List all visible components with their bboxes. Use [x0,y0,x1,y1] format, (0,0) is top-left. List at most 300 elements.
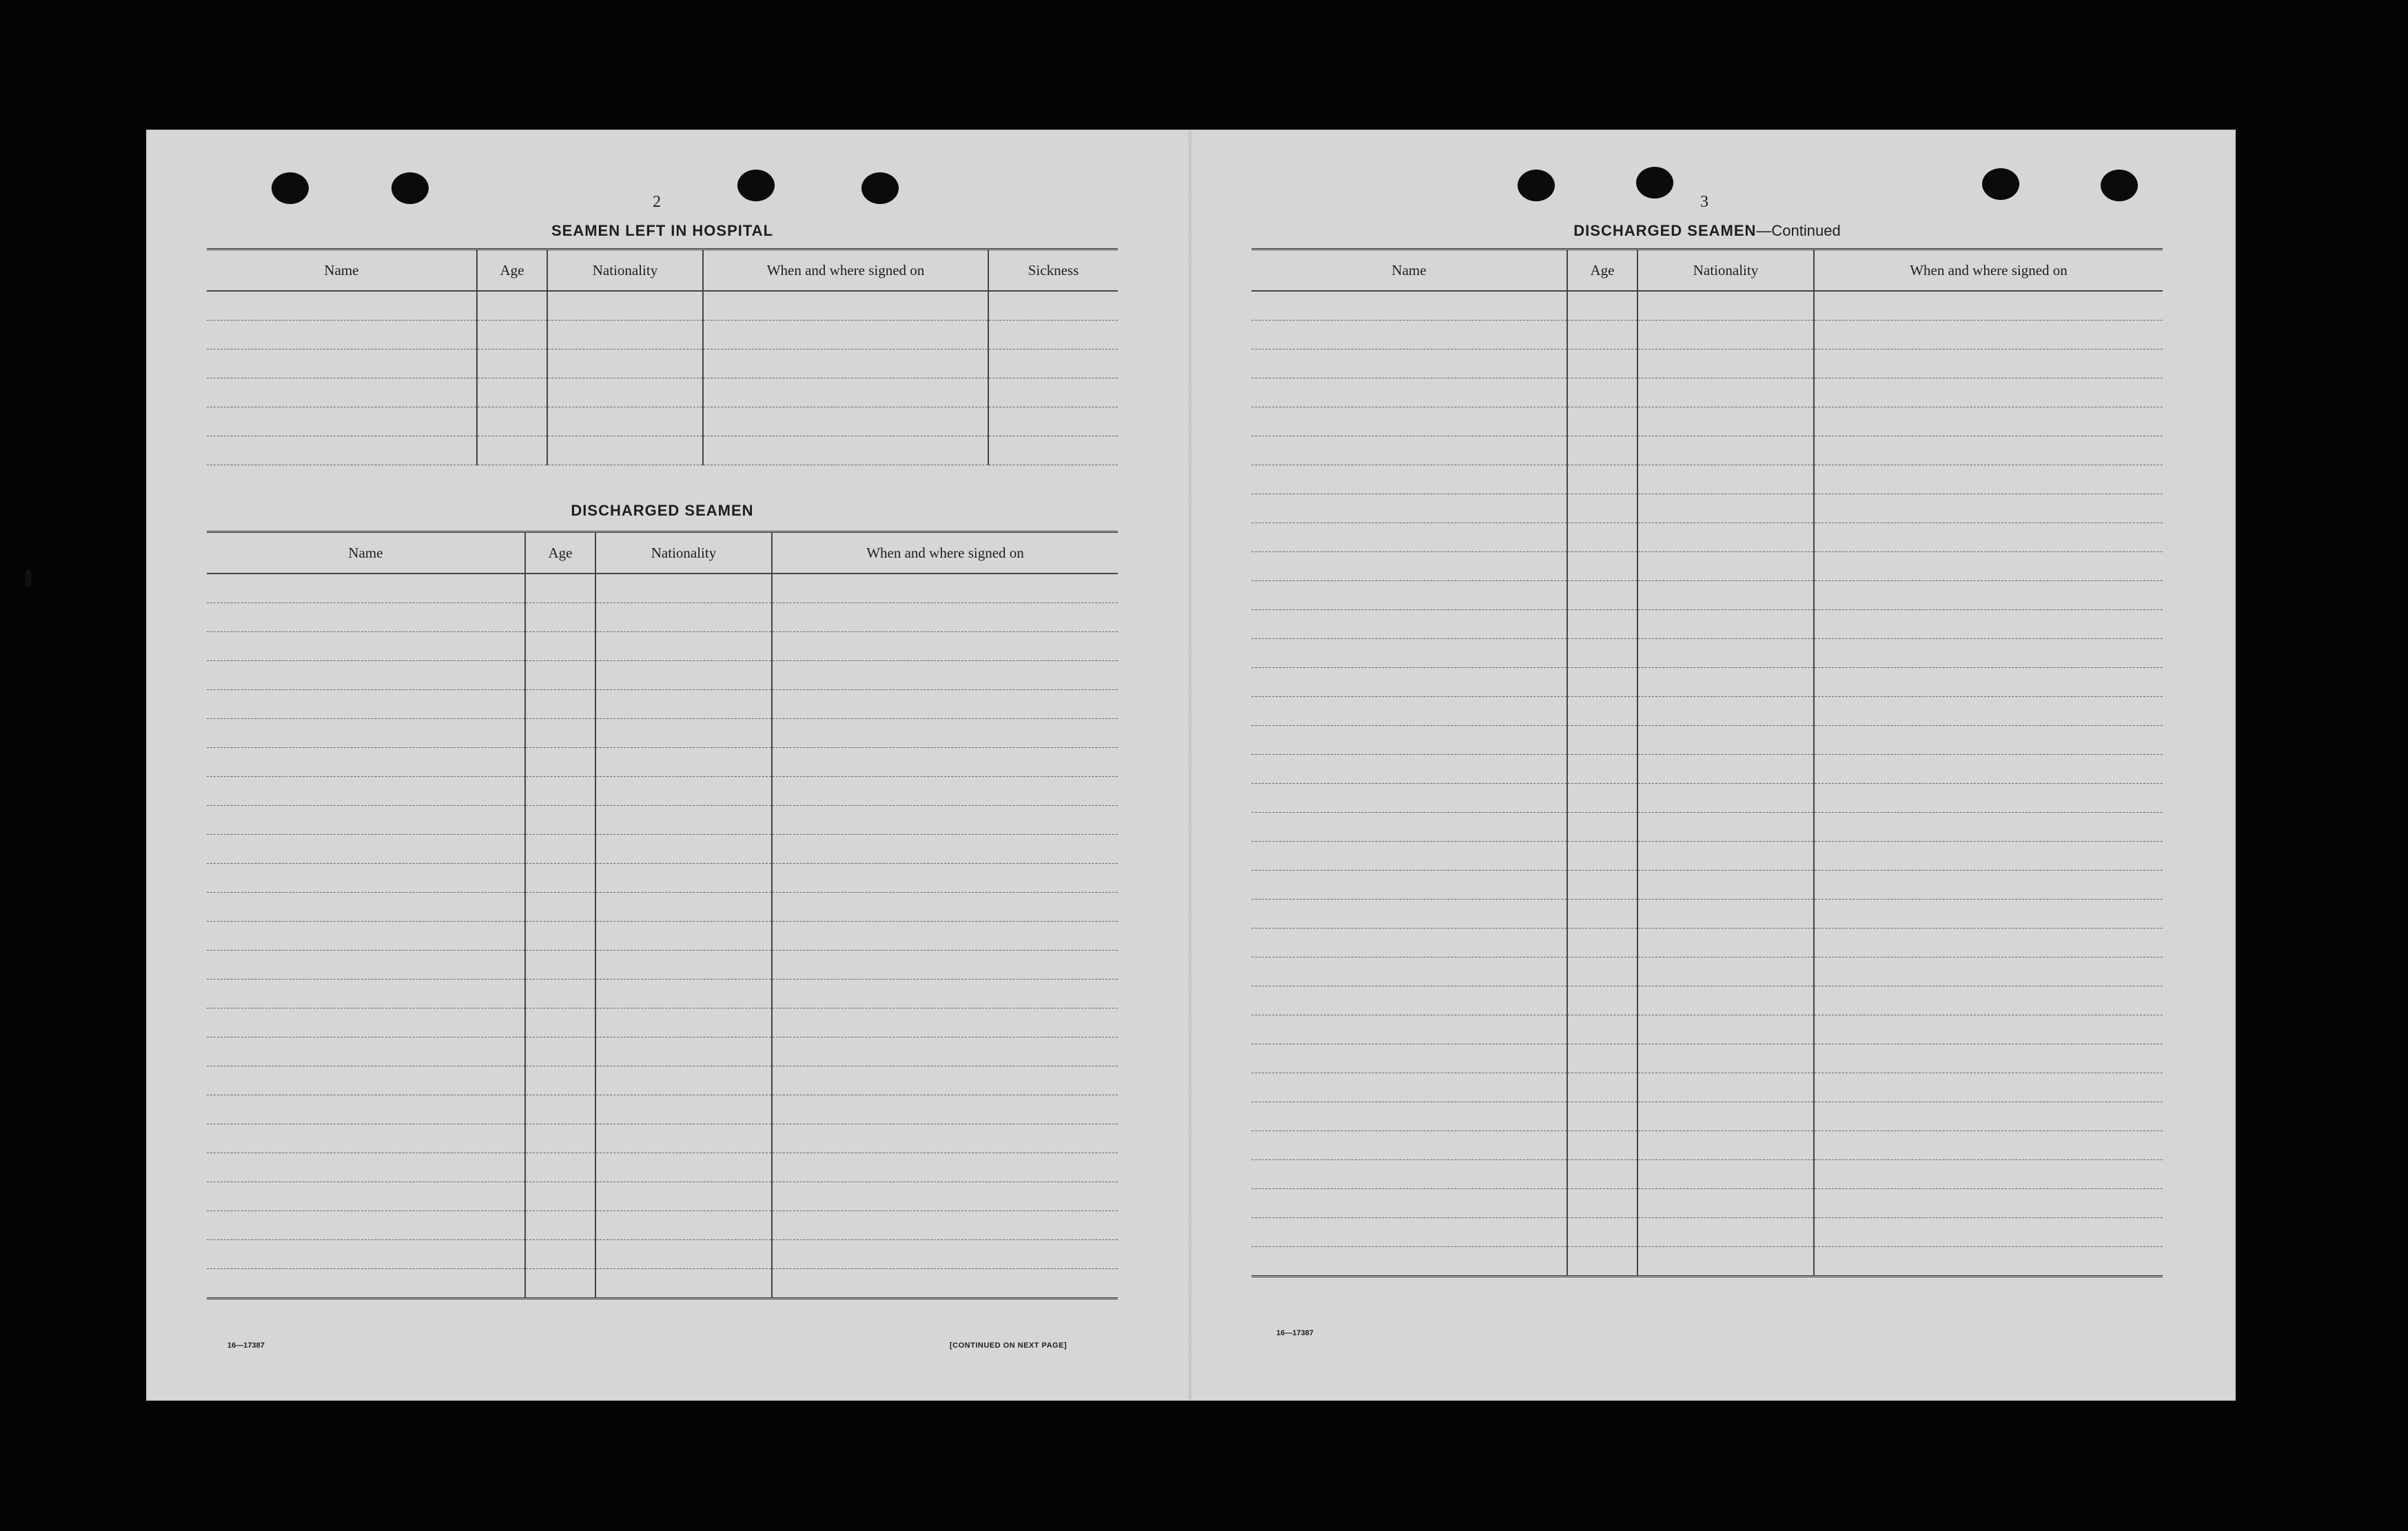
blank-cell [1814,726,2163,755]
table-row [1252,784,2163,813]
blank-cell [1252,726,1567,755]
blank-cell [207,378,477,407]
blank-cell [1637,378,1814,407]
table-row [1252,523,2163,552]
blank-cell [207,321,477,349]
discharged-section-title-right [1252,222,2163,240]
blank-cell [1252,349,1567,378]
blank-cell [772,1182,1118,1211]
punch-hole [737,170,775,201]
blank-cell [595,1182,772,1211]
blank-cell [1637,552,1814,581]
blank-cell [525,1124,595,1153]
blank-cell [525,777,595,806]
column-header-nationality: Nationality [547,250,703,292]
blank-cell [525,864,595,893]
punch-hole [2101,170,2138,201]
blank-cell [1637,291,1814,321]
blank-cell [1252,842,1567,871]
blank-cell [1567,726,1637,755]
table-row [207,1269,1118,1299]
blank-cell [207,864,525,893]
blank-cell [595,980,772,1008]
blank-cell [1567,1015,1637,1044]
table-row [1252,1044,2163,1073]
blank-cell [595,1037,772,1066]
table-row [1252,957,2163,986]
blank-cell [1814,755,2163,784]
blank-cell [595,835,772,864]
column-header-nationality: Nationality [595,532,772,574]
blank-cell [525,806,595,835]
table-row [1252,321,2163,349]
blank-cell [703,349,988,378]
page-number-right: 3 [1700,193,1708,211]
blank-cell [1252,1218,1567,1247]
blank-cell [1252,1015,1567,1044]
blank-cell [595,951,772,980]
table-row [207,603,1118,632]
blank-cell [1252,291,1567,321]
blank-cell [547,436,703,465]
blank-cell [1814,349,2163,378]
table-row [207,1240,1118,1269]
blank-cell [547,291,703,321]
blank-cell [1252,523,1567,552]
table-row [1252,929,2163,957]
blank-cell [207,690,525,719]
blank-cell [1252,668,1567,697]
blank-cell [595,1008,772,1037]
blank-cell [1814,552,2163,581]
blank-cell [1252,552,1567,581]
blank-cell [772,574,1118,603]
blank-cell [595,777,772,806]
punch-hole [391,172,429,204]
blank-cell [1814,1247,2163,1277]
blank-cell [1252,957,1567,986]
blank-cell [1567,957,1637,986]
blank-cell [525,690,595,719]
blank-cell [525,661,595,690]
hospital-section-title: SEAMEN LEFT IN HOSPITAL [551,222,774,239]
blank-cell [1252,610,1567,639]
table-row [207,661,1118,690]
blank-cell [772,1037,1118,1066]
punch-hole [272,172,309,204]
blank-cell [1814,1189,2163,1218]
blank-cell [772,1124,1118,1153]
table-row [207,1153,1118,1182]
table-header-row [207,250,1118,292]
blank-cell [772,922,1118,951]
table-row [207,378,1118,407]
blank-cell [525,951,595,980]
table-row [207,321,1118,349]
blank-cell [525,980,595,1008]
blank-cell [1637,581,1814,610]
blank-cell [1252,378,1567,407]
table-row [207,690,1118,719]
blank-cell [525,922,595,951]
blank-cell [1567,755,1637,784]
blank-cell [1637,321,1814,349]
table-row [207,632,1118,661]
blank-cell [207,1124,525,1153]
blank-cell [772,632,1118,661]
discharged-title-text: DISCHARGED SEAMEN [1573,222,1757,239]
blank-cell [1252,494,1567,523]
blank-cell [1567,871,1637,900]
table-row [207,777,1118,806]
blank-cell [1567,465,1637,494]
blank-cell [1814,842,2163,871]
blank-cell [1814,957,2163,986]
table-row [207,719,1118,748]
blank-cell [1567,552,1637,581]
blank-cell [1637,1015,1814,1044]
blank-cell [525,893,595,922]
blank-cell [772,690,1118,719]
table-row [207,893,1118,922]
blank-cell [1252,321,1567,349]
blank-cell [207,1269,525,1299]
blank-cell [1567,929,1637,957]
column-header-signed-on: When and where signed on [703,250,988,292]
blank-cell [1252,986,1567,1015]
blank-cell [595,922,772,951]
blank-cell [1814,871,2163,900]
discharged-section-title-left: DISCHARGED SEAMEN [571,502,754,519]
table-row [207,1211,1118,1240]
blank-cell [1252,639,1567,668]
blank-cell [1814,610,2163,639]
blank-cell [1814,436,2163,465]
blank-cell [772,777,1118,806]
table-row [1252,291,2163,321]
blank-cell [772,1269,1118,1299]
blank-cell [1814,784,2163,813]
punch-hole [1636,167,1673,199]
blank-cell [772,835,1118,864]
blank-cell [207,951,525,980]
blank-cell [703,407,988,436]
blank-cell [1637,668,1814,697]
blank-cell [207,748,525,777]
table-row [1252,349,2163,378]
blank-cell [1814,407,2163,436]
table-row [1252,378,2163,407]
blank-cell [1637,1131,1814,1160]
blank-cell [1814,1131,2163,1160]
blank-cell [1637,465,1814,494]
table-row [1252,494,2163,523]
blank-cell [1252,755,1567,784]
blank-cell [1252,1073,1567,1102]
blank-cell [772,661,1118,690]
discharged-table-left [207,531,1118,1299]
blank-cell [1252,1247,1567,1277]
column-header-signed-on: When and where signed on [772,532,1118,574]
table-row [207,291,1118,321]
blank-cell [595,806,772,835]
blank-cell [207,1182,525,1211]
blank-cell [1814,523,2163,552]
blank-cell [772,1095,1118,1124]
table-row [1252,610,2163,639]
table-row [1252,1131,2163,1160]
punch-hole [1982,168,2019,200]
blank-cell [1637,784,1814,813]
table-row [207,748,1118,777]
blank-cell [207,1153,525,1182]
blank-cell [525,748,595,777]
blank-cell [525,1153,595,1182]
blank-cell [595,748,772,777]
discharged-table-right-body [1252,291,2163,1277]
blank-cell [547,349,703,378]
blank-cell [1567,986,1637,1015]
table-row [1252,697,2163,726]
blank-cell [525,719,595,748]
blank-cell [1637,1073,1814,1102]
blank-cell [1814,639,2163,668]
blank-cell [525,603,595,632]
blank-cell [1567,523,1637,552]
blank-cell [1637,523,1814,552]
blank-cell [207,349,477,378]
table-row [207,574,1118,603]
blank-cell [988,436,1118,465]
blank-cell [1252,1160,1567,1189]
table-row [1252,639,2163,668]
table-row [1252,813,2163,842]
table-header-row [1252,250,2163,292]
table-row [1252,1218,2163,1247]
blank-cell [1252,697,1567,726]
table-row [1252,755,2163,784]
table-row [207,1182,1118,1211]
blank-cell [703,291,988,321]
blank-cell [595,603,772,632]
blank-cell [525,1182,595,1211]
blank-cell [207,407,477,436]
blank-cell [1567,697,1637,726]
blank-cell [1814,1073,2163,1102]
blank-cell [772,1153,1118,1182]
table-row [1252,900,2163,929]
blank-cell [772,1240,1118,1269]
blank-cell [1567,291,1637,321]
table-row [207,1008,1118,1037]
table-row [1252,436,2163,465]
column-header-name: Name [207,532,525,574]
blank-cell [772,864,1118,893]
blank-cell [1567,610,1637,639]
blank-cell [1567,1189,1637,1218]
blank-cell [772,806,1118,835]
blank-cell [207,1095,525,1124]
column-header-age: Age [1567,250,1637,292]
blank-cell [477,407,547,436]
blank-cell [595,690,772,719]
table-row [207,1066,1118,1095]
blank-cell [1637,957,1814,986]
table-row [207,835,1118,864]
blank-cell [1567,1073,1637,1102]
blank-cell [1637,1160,1814,1189]
blank-cell [525,1037,595,1066]
blank-cell [1814,813,2163,842]
document-paper [146,130,2236,1401]
blank-cell [1814,1218,2163,1247]
blank-cell [595,1153,772,1182]
blank-cell [207,1211,525,1240]
blank-cell [1637,813,1814,842]
blank-cell [525,1269,595,1299]
blank-cell [595,893,772,922]
table-row [207,951,1118,980]
blank-cell [477,436,547,465]
blank-cell [207,719,525,748]
table-row [1252,1102,2163,1131]
blank-cell [1637,436,1814,465]
blank-cell [207,980,525,1008]
blank-cell [1567,349,1637,378]
table-row [1252,581,2163,610]
table-row [1252,986,2163,1015]
blank-cell [1814,1044,2163,1073]
blank-cell [1567,1218,1637,1247]
blank-cell [1252,581,1567,610]
blank-cell [1637,1102,1814,1131]
blank-cell [1567,900,1637,929]
hospital-table [207,248,1118,465]
table-row [1252,465,2163,494]
blank-cell [207,603,525,632]
blank-cell [1252,465,1567,494]
continued-note: [CONTINUED ON NEXT PAGE] [950,1341,1068,1350]
hospital-table-body [207,291,1118,465]
blank-cell [1814,291,2163,321]
table-row [207,1124,1118,1153]
table-row [207,864,1118,893]
blank-cell [988,291,1118,321]
blank-cell [477,321,547,349]
table-row [207,1095,1118,1124]
column-header-name: Name [207,250,477,292]
blank-cell [595,1211,772,1240]
blank-cell [1637,871,1814,900]
blank-cell [988,349,1118,378]
blank-cell [1567,407,1637,436]
table-row [207,349,1118,378]
blank-cell [207,291,477,321]
page-number-left: 2 [653,193,661,211]
punch-hole [861,172,899,204]
table-row [1252,407,2163,436]
blank-cell [207,835,525,864]
blank-cell [525,1066,595,1095]
table-row [1252,1073,2163,1102]
blank-cell [1814,986,2163,1015]
blank-cell [207,777,525,806]
table-row [207,1037,1118,1066]
blank-cell [1814,1160,2163,1189]
blank-cell [1814,668,2163,697]
blank-cell [1567,321,1637,349]
blank-cell [207,574,525,603]
blank-cell [1637,349,1814,378]
table-row [207,922,1118,951]
blank-cell [595,574,772,603]
blank-cell [477,378,547,407]
blank-cell [207,922,525,951]
blank-cell [1252,900,1567,929]
blank-cell [772,719,1118,748]
blank-cell [772,893,1118,922]
blank-cell [1567,1044,1637,1073]
blank-cell [1567,639,1637,668]
blank-cell [1814,378,2163,407]
blank-cell [1637,697,1814,726]
blank-cell [772,980,1118,1008]
table-row [1252,552,2163,581]
blank-cell [988,378,1118,407]
table-row [1252,1160,2163,1189]
background-speck [25,569,32,587]
blank-cell [477,291,547,321]
blank-cell [1637,1044,1814,1073]
blank-cell [1637,1218,1814,1247]
blank-cell [595,864,772,893]
table-row [1252,726,2163,755]
blank-cell [1637,610,1814,639]
blank-cell [207,1240,525,1269]
table-row [1252,1015,2163,1044]
column-header-sickness: Sickness [988,250,1118,292]
blank-cell [1567,1102,1637,1131]
blank-cell [772,748,1118,777]
table-row [1252,1247,2163,1277]
table-row [207,806,1118,835]
blank-cell [772,1008,1118,1037]
blank-cell [1567,813,1637,842]
blank-cell [1252,1102,1567,1131]
column-header-age: Age [525,532,595,574]
blank-cell [1814,494,2163,523]
blank-cell [207,1037,525,1066]
blank-cell [207,632,525,661]
blank-cell [772,1211,1118,1240]
form-code-right: 16—17387 [1276,1329,1314,1337]
blank-cell [207,1008,525,1037]
blank-cell [1252,929,1567,957]
blank-cell [1637,494,1814,523]
table-row [1252,871,2163,900]
blank-cell [1637,929,1814,957]
blank-cell [525,1008,595,1037]
table-row [1252,1189,2163,1218]
blank-cell [547,407,703,436]
blank-cell [1567,436,1637,465]
blank-cell [525,574,595,603]
blank-cell [1814,929,2163,957]
discharged-title-suffix: —Continued [1756,222,1841,239]
blank-cell [1567,784,1637,813]
blank-cell [595,1066,772,1095]
blank-cell [1637,639,1814,668]
